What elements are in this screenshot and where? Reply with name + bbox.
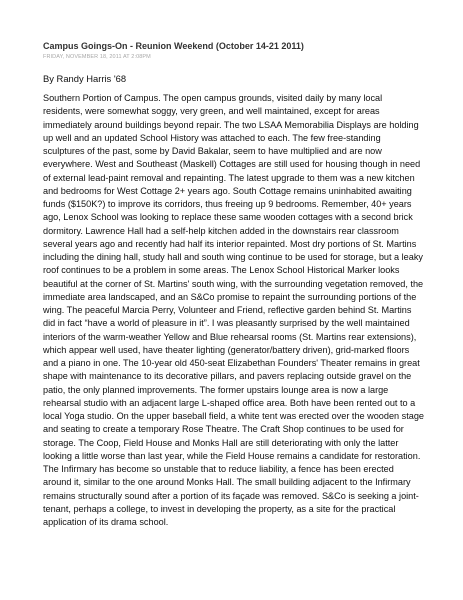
post-date: FRIDAY, NOVEMBER 18, 2011 AT 2:08PM	[43, 54, 151, 60]
post-byline: By Randy Harris '68	[43, 73, 127, 84]
post-body: Southern Portion of Campus. The open campus grounds, visited daily by many local residents, were somewhat soggy, very green, and well maintained, except for areas immediately around buildings beyond repair. The two LSAA Memorabilia Displays are holding up well and an updated School History was attached to each. The few free-standing sculptures of the past, some by David Bakalar, seem to have multiplied and are now everywhere. West and Southeast (Maskell) Cottages are still used for housing though in need of external lead-paint removal and repainting. The latest upgrade to them was a new kitchen and bedrooms for West Cottage 2+ years ago. South Cottage remains uninhabited awaiting funds ($150K?) to improve its corridors, thus freeing up 9 bedrooms. Remember, 40+ years ago, Lenox School was looking to replace these same wooden cottages with a second brick dormitory. Lawrence Hall had a self-help kitchen added in the downstairs rear classroom several years ago and recently had half its interior repainted. Most dry portions of St. Martins including the dining hall, study hall and south wing continue to be used for storage, but a leaky roof continues to be a problem in some areas. The Lenox School Historical Marker looks beautiful at the corner of St. Martins' south wing, with the surrounding vegetation removed, the immediate area landscaped, and an S&Co promise to repaint the surrounding portions of the wing. The peaceful Marcia Perry, Volunteer and Friend, reflective garden behind St. Martins did in fact “have a world of pleasure in it”. I was pleasantly surprised by the well maintained interiors of the warm-weather Yellow and Blue rehearsal rooms (St. Martins rear extensions), which appear well used, have theater lighting (generator/battery driven), grid-marked floors and a piano in one. The 10-year old 450-seat Elizabethan Founders' Theater remains in great shape with maintenance to its decorative pillars, and pavers replacing outside gravel on the patio, the only planned improvements. The former upstairs lounge area is now a large rehearsal studio with an adjacent large L-shaped office area. Both have been rented out to a local Yoga studio. On the upper baseball field, a white tent was erected over the wooden stage and seating to create a temporary Rose Theatre. The Craft Shop continues to be used for storage. The Coop, Field House and Monks Hall are still deteriorating with only the latter looking a little worse than last year, while the Field House remains a candidate for restoration. The Infirmary has become so unstable that to reduce liability, a fence has been erected around it, similar to the one around Monks Hall. The small building adjacent to the Infirmary remains structurally sound after a portion of its façade was removed. S&Co is seeking a joint-tenant, perhaps a college, to invest in developing the property, as a site for the practical application of its drama school.	[43, 93, 424, 527]
blog-post	[43, 40, 424, 529]
post-title[interactable]: Campus Goings-On - Reunion Weekend (October 14-21 2011)	[43, 41, 304, 51]
